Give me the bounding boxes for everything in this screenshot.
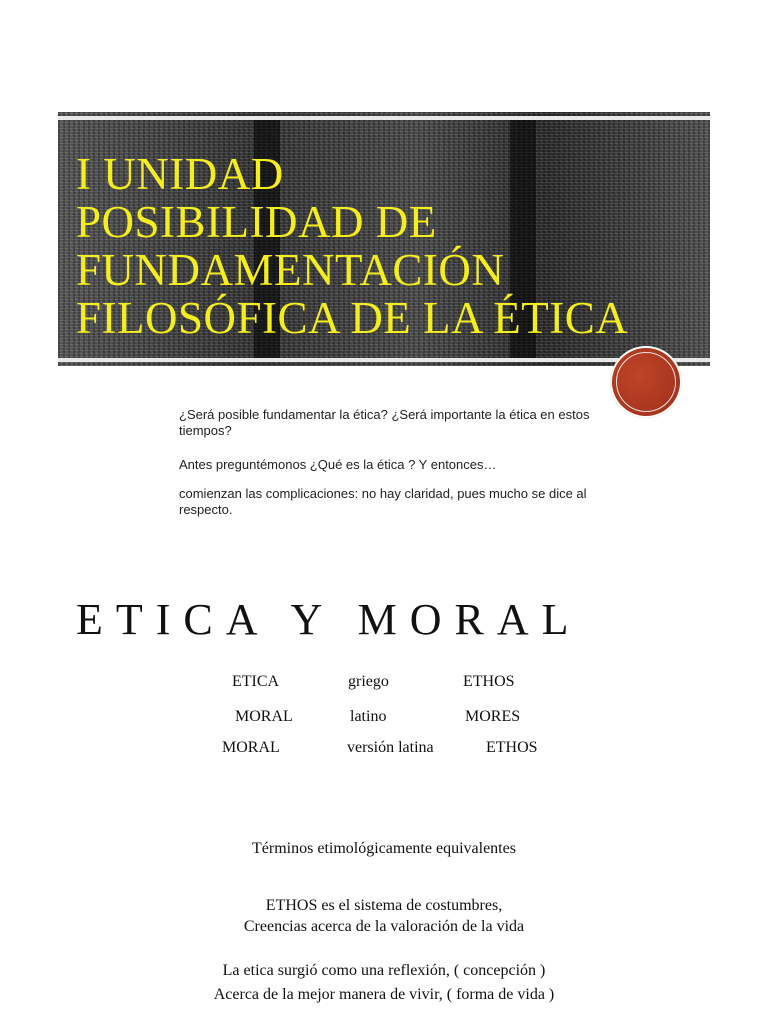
origin: griego <box>348 673 389 690</box>
title-line: FUNDAMENTACIÓN <box>76 245 505 295</box>
body-line: Términos etimológicamente equivalentes <box>252 840 516 857</box>
section-heading: ETICA Y MORAL <box>76 595 582 644</box>
body-line: Acerca de la mejor manera de vivir, ( forma de vida ) <box>213 986 555 1003</box>
origin: latino <box>350 708 387 725</box>
term: ETICA <box>232 673 280 690</box>
title-line: FILOSÓFICA DE LA ÉTICA <box>76 293 629 343</box>
body-line: ETHOS es el sistema de costumbres, <box>265 897 503 914</box>
root: MORES <box>465 708 521 725</box>
banner-bottom-edge <box>58 358 710 362</box>
term: MORAL <box>222 739 280 756</box>
title-line: I UNIDAD <box>76 149 284 199</box>
title-line: POSIBILIDAD DE <box>76 197 437 247</box>
banner-top-edge <box>58 116 710 120</box>
origin: versión latina <box>347 739 434 756</box>
intro-paragraph: Antes preguntémonos ¿Qué es la ética ? Y entonces… <box>179 457 497 472</box>
accent-circle-ring <box>616 352 676 412</box>
slide-title <box>76 150 706 342</box>
intro-paragraph: ¿Será posible fundamentar la ética? ¿Será importante la ética en estos tiempos? <box>179 407 590 438</box>
body-line: La etica surgió como una reflexión, ( concepción ) <box>222 962 546 979</box>
accent-circle <box>610 346 682 418</box>
root: ETHOS <box>463 673 515 690</box>
term: MORAL <box>235 708 293 725</box>
intro-paragraph: comienzan las complicaciones: no hay claridad, pues mucho se dice al respecto. <box>179 486 587 517</box>
root: ETHOS <box>486 739 538 756</box>
body-line: Creencias acerca de la valoración de la vida <box>243 918 525 935</box>
